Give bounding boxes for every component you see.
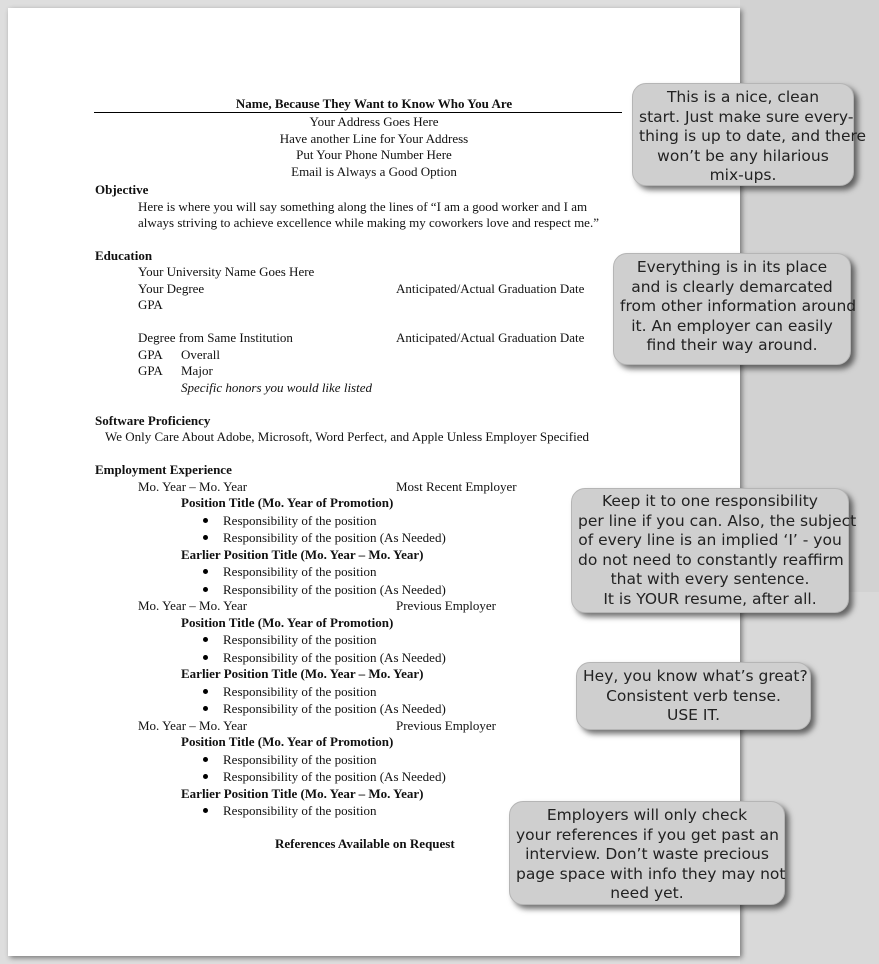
- callout-text: Employers will only check: [546, 806, 748, 824]
- degree-2-name: Degree from Same Institution: [138, 330, 293, 345]
- graduation-date-2: Anticipated/Actual Graduation Date: [396, 330, 585, 345]
- objective-heading: Objective: [95, 182, 149, 197]
- bullet-icon: [203, 808, 208, 813]
- callout-text: it. An employer can easily: [631, 316, 833, 335]
- bullet-icon: [203, 587, 208, 592]
- job-dates: Mo. Year – Mo. Year: [138, 479, 248, 494]
- callout-text: find their way around.: [646, 336, 818, 354]
- gpa-major-label: GPA: [138, 363, 163, 378]
- software-heading: Software Proficiency: [95, 413, 211, 428]
- position-title: Position Title (Mo. Year of Promotion): [181, 734, 394, 749]
- callout-text: per line if you can. Also, the subject: [578, 511, 857, 530]
- responsibility-item: Responsibility of the position (As Needed): [223, 769, 446, 784]
- callout-header: [632, 83, 867, 186]
- callout-text: do not need to constantly reaffirm: [578, 550, 844, 569]
- earlier-position-title: Earlier Position Title (Mo. Year – Mo. Year): [181, 666, 424, 681]
- callout-text: thing is up to date, and there: [639, 127, 867, 145]
- references-line: References Available on Request: [275, 836, 455, 851]
- software-line: We Only Care About Adobe, Microsoft, Word Perfect, and Apple Unless Employer Specified: [105, 429, 589, 444]
- bullet-icon: [203, 774, 208, 779]
- callout-text: It is YOUR resume, after all.: [603, 589, 817, 608]
- bullet-icon: [203, 535, 208, 540]
- job-dates: Mo. Year – Mo. Year: [138, 718, 248, 733]
- earlier-position-title: Earlier Position Title (Mo. Year – Mo. Year): [181, 786, 424, 801]
- position-title: Position Title (Mo. Year of Promotion): [181, 615, 394, 630]
- callout-text: Hey, you know what’s great?: [583, 667, 808, 685]
- callout-text: Consistent verb tense.: [606, 686, 781, 705]
- callout-responsibilities: [571, 488, 857, 613]
- gpa-overall-label: GPA: [138, 347, 163, 362]
- job-employer: Previous Employer: [396, 598, 497, 613]
- responsibility-item: Responsibility of the position: [223, 513, 377, 528]
- bullet-icon: [203, 569, 208, 574]
- phone-line: Put Your Phone Number Here: [296, 147, 452, 162]
- callout-text: Everything is in its place: [636, 258, 828, 276]
- callout-text: won’t be any hilarious: [657, 146, 829, 165]
- objective-line-2: always striving to achieve excellence while making my coworkers love and respect me.”: [138, 215, 599, 230]
- job-dates: Mo. Year – Mo. Year: [138, 598, 248, 613]
- callout-text: Keep it to one responsibility: [602, 492, 818, 510]
- responsibility-item: Responsibility of the position: [223, 564, 377, 579]
- university-name: Your University Name Goes Here: [138, 264, 315, 279]
- callout-text: from other information around: [620, 297, 857, 315]
- callout-text: of every line is an implied ‘I’ - you: [578, 531, 842, 549]
- gpa-major: Major: [181, 363, 213, 378]
- honors-line: Specific honors you would like listed: [181, 380, 372, 395]
- callout-text: page space with info they may not: [516, 864, 786, 883]
- callout-text: that with every sentence.: [610, 570, 810, 588]
- responsibility-item: Responsibility of the position (As Needed): [223, 701, 446, 716]
- callout-text: This is a nice, clean: [666, 88, 820, 106]
- resume-name: Name, Because They Want to Know Who You Are: [235, 96, 513, 111]
- callout-text: your references if you get past an: [516, 825, 780, 844]
- gpa-label: GPA: [138, 297, 163, 312]
- callout-text: need yet.: [610, 884, 684, 902]
- callout-text: and is clearly demarcated: [631, 277, 833, 296]
- gpa-overall: Overall: [181, 347, 220, 362]
- callout-text: start. Just make sure every-: [639, 107, 854, 126]
- position-title: Position Title (Mo. Year of Promotion): [181, 495, 394, 510]
- callout-text: USE IT.: [666, 706, 721, 724]
- bullet-icon: [203, 757, 208, 762]
- responsibility-item: Responsibility of the position: [223, 803, 377, 818]
- bullet-icon: [203, 518, 208, 523]
- responsibility-item: Responsibility of the position: [223, 752, 377, 767]
- callout-text: interview. Don’t waste precious: [525, 845, 769, 863]
- address-line-2: Have another Line for Your Address: [279, 131, 469, 146]
- bullet-icon: [203, 689, 208, 694]
- responsibility-item: Responsibility of the position (As Needed): [223, 530, 446, 545]
- education-heading: Education: [95, 248, 153, 263]
- backdrop-band: [740, 592, 879, 964]
- email-line: Email is Always a Good Option: [291, 164, 457, 179]
- employment-heading: Employment Experience: [95, 462, 232, 477]
- responsibility-item: Responsibility of the position: [223, 684, 377, 699]
- job-employer: Previous Employer: [396, 718, 497, 733]
- bullet-icon: [203, 637, 208, 642]
- degree-name: Your Degree: [138, 281, 205, 296]
- job-employer: Most Recent Employer: [396, 479, 517, 494]
- callout-references: [509, 801, 785, 905]
- callout-text: mix-ups.: [709, 166, 777, 184]
- responsibility-item: Responsibility of the position: [223, 632, 377, 647]
- header-rule: [94, 112, 622, 113]
- responsibility-item: Responsibility of the position (As Needed): [223, 582, 446, 597]
- address-line-1: Your Address Goes Here: [309, 114, 439, 129]
- bullet-icon: [203, 655, 208, 660]
- bullet-icon: [203, 706, 208, 711]
- graduation-date-1: Anticipated/Actual Graduation Date: [396, 281, 585, 296]
- objective-line-1: Here is where you will say something along the lines of “I am a good worker and I am: [138, 199, 588, 214]
- callout-education: [613, 253, 857, 365]
- earlier-position-title: Earlier Position Title (Mo. Year – Mo. Year): [181, 547, 424, 562]
- callout-verb-tense: [576, 662, 811, 730]
- responsibility-item: Responsibility of the position (As Needed): [223, 650, 446, 665]
